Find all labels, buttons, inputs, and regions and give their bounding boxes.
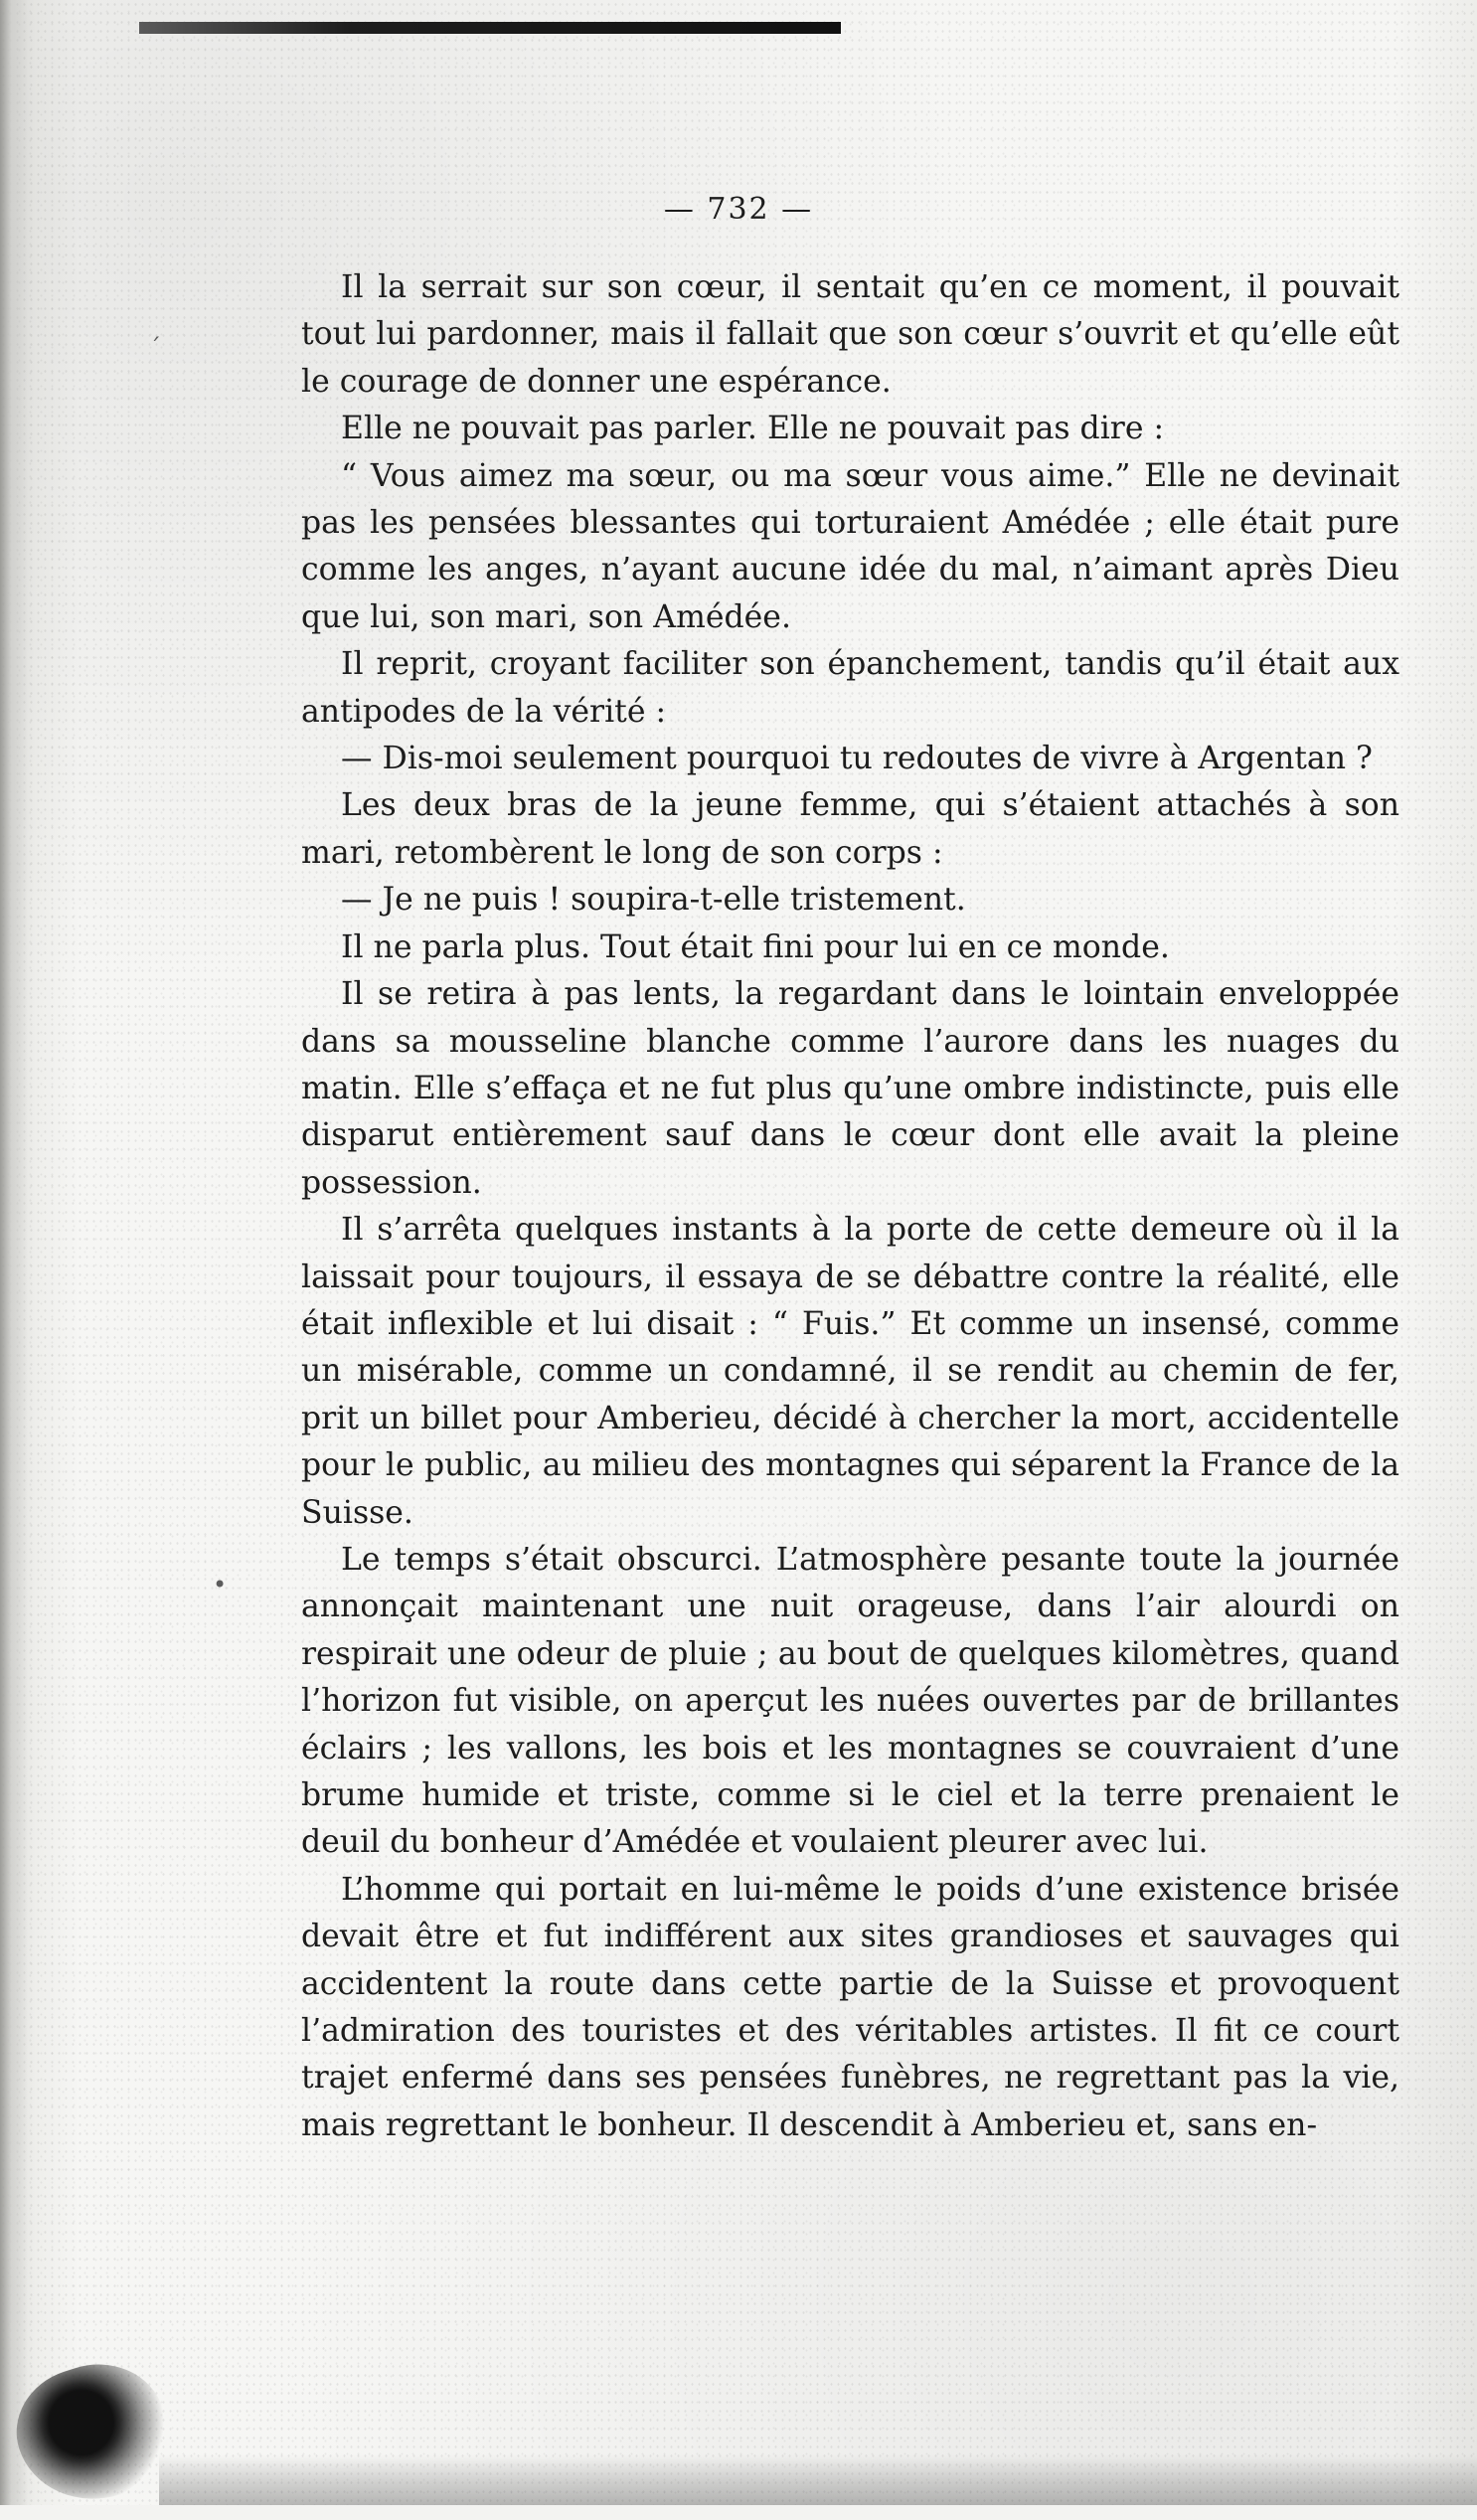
margin-mark: • — [213, 1571, 228, 1598]
paragraph-10: Il s’arrêta quelques instants à la porte de cette demeure où il la laissait pour toujours, il essaya de se débattre contre la réalité, elle était inflexible et lui disait : “ Fuis.” Et comme un insensé, comme un misérable, comme un condamné, il se rendit au chemin de fer, prit un billet pour Amberieu, décidé à chercher la mort, accidentelle pour le public, au milieu des montagnes qui séparent la France de la Suisse. — [301, 1212, 1399, 1531]
paragraph-9: Il se retira à pas lents, la regardant dans le lointain enveloppée dans sa mousseline blanche comme l’aurore dans les nuages du matin. Elle s’effaça et ne fut plus qu’une ombre indistincte, puis elle disparut entièrement sauf dans le cœur dont elle avait la pleine possession. — [301, 976, 1399, 1201]
paragraph-2: Elle ne pouvait pas parler. Elle ne pouvait pas dire : — [341, 411, 1165, 447]
paragraph-12: L’homme qui portait en lui-même le poids d’une existence brisée devait être et fut indifférent aux sites grandioses et sauvages qui accidentent la route dans cette partie de la Suisse et provoquent l’admiration des touristes et des véritables artistes. Il fit ce court trajet enfermé dans ses pensées funèbres, ne regrettant pas la vie, mais regrettant le bonheur. Il descendit à Amberieu et, sans en- — [301, 1871, 1399, 2143]
body-text — [301, 264, 1399, 2149]
top-rule — [139, 22, 841, 34]
page-number: — 732 — — [663, 192, 814, 227]
paragraph-3: “ Vous aimez ma sœur, ou ma sœur vous aime.” Elle ne devinait pas les pensées blessantes qui torturaient Amédée ; elle était pure comme les anges, n’ayant aucune idée du mal, n’aimant après Dieu que lui, son mari, son Amédée. — [301, 457, 1399, 635]
paragraph-7: — Je ne puis ! soupira-t-elle tristement. — [341, 882, 966, 919]
paragraph-1: Il la serrait sur son cœur, il sentait qu’en ce moment, il pouvait tout lui pardonner, mais il fallait que son cœur s’ouvrit et qu’elle eût le courage de donner une espérance. — [301, 269, 1399, 400]
paragraph-5: — Dis-moi seulement pourquoi tu redoutes de vivre à Argentan ? — [341, 741, 1373, 777]
paragraph-11: Le temps s’était obscurci. L’atmosphère pesante toute la journée annonçait maintenant une nuit orageuse, dans l’air alourdi on respirait une odeur de pluie ; au bout de quelques kilomètres, quand l’horizon fut visible, on aperçut les nuées ouvertes par de brillantes éclairs ; les vallons, les bois et les montagnes se couvraient d’une brume humide et triste, comme si le ciel et la terre prenaient le deuil du bonheur d’Amédée et voulaient pleurer avec lui. — [301, 1541, 1399, 1861]
paragraph-6: Les deux bras de la jeune femme, qui s’étaient attachés à son mari, retombèrent le long de son corps : — [301, 787, 1399, 871]
paragraph-4: Il reprit, croyant faciliter son épanchement, tandis qu’il était aux antipodes de la vérité : — [301, 646, 1399, 730]
page-left-edge-shadow — [0, 0, 28, 2505]
margin-mark: ´ — [149, 334, 161, 362]
bottom-shadow-band — [159, 2455, 1477, 2505]
paragraph-8: Il ne parla plus. Tout était fini pour lui en ce monde. — [341, 928, 1170, 965]
